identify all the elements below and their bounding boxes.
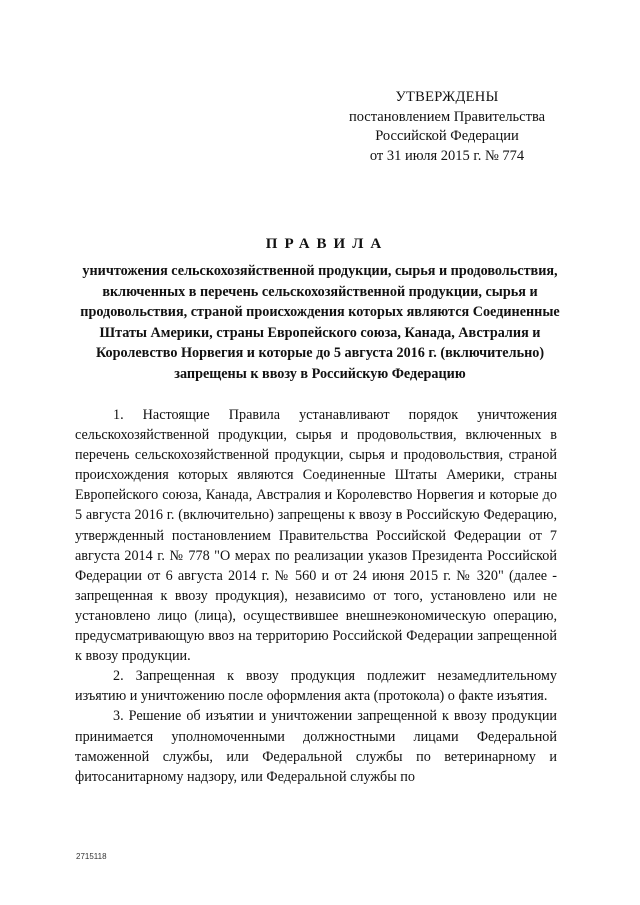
paragraph-3: 3. Решение об изъятии и уничтожении запрещенной к ввозу продукции принимается уполномоченными должностными лицами Федеральной таможенной службы, или Федеральной службы по ветеринарному и фитосанитарному надзору, или Федеральной службы по xyxy=(75,708,557,785)
paragraph-2: 2. Запрещенная к ввозу продукция подлежит незамедлительному изъятию и уничтожению после оформления акта (протокола) о факте изъятия. xyxy=(75,668,557,705)
approval-line-1: постановлением Правительства xyxy=(348,108,546,125)
approval-line-2: Российской Федерации xyxy=(375,128,519,144)
document-title: ПРАВИЛА xyxy=(265,236,389,252)
approval-line-3: от 31 июля 2015 г. № 774 xyxy=(369,147,525,164)
document-body xyxy=(75,405,557,787)
document-code: 2715118 xyxy=(76,852,107,861)
document-subtitle: уничтожения сельскохозяйственной продукции, сырья и продовольствия, включенных в перечень сельскохозяйственной продукции, сырья и продовольствия, страной происхождения которых являются Соединенные Штаты Америки, страны Европейского союза, Канада, Австралия и Королевство Норвегия и которые до 5 августа 2016 г. (включительно) запрещены к ввозу в Российскую Федерацию xyxy=(80,263,560,382)
approval-title: УТВЕРЖДЕНЫ xyxy=(395,89,499,105)
paragraph-1: 1. Настоящие Правила устанавливают порядок уничтожения сельскохозяйственной продукции, сырья и продовольствия, включенных в перечень сельскохозяйственной продукции, сырья и продовольствия, страной происхождения которых являются Соединенные Штаты Америки, страны Европейского союза, Канада, Австралия и Королевство Норвегия и которые до 5 августа 2016 г. (включительно) запрещены к ввозу в Российскую Федерацию, утвержденный постановлением Правительства Российской Федерации от 7 августа 2014 г. № 778 "О мерах по реализации указов Президента Российской Федерации от 6 августа 2014 г. № 560 и от 24 июня 2015 г. № 320" (далее - запрещенная к ввозу продукция), независимо от того, установлено или не установлено лицо (лица), осуществившее внешнеэкономическую операцию, предусматривающую ввоз на территорию Российской Федерации запрещенной к ввозу продукции. xyxy=(75,407,557,665)
approval-stamp xyxy=(336,88,558,166)
